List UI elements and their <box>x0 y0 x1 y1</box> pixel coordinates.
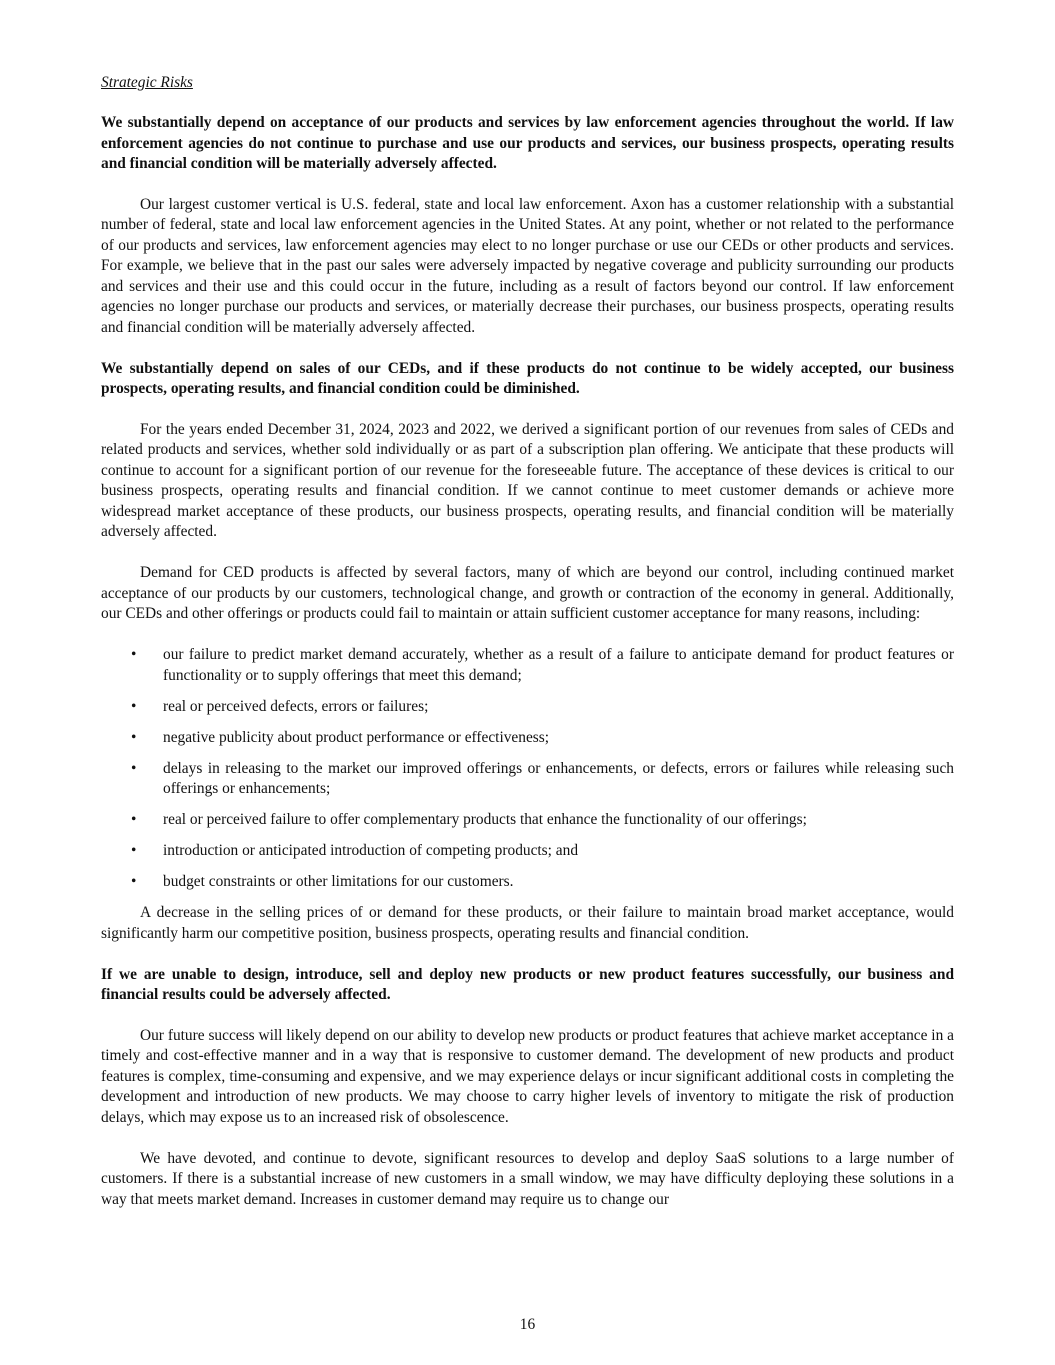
body-paragraph: Our future success will likely depend on our ability to develop new products or product features that achieve market acceptance in a timely and cost-effective manner and in a way that is responsive to customer demand. The development of new products and product features is complex, time-consuming and expensive, and we may experience delays or incur significant additional costs in completing the development and introduction of new products. We may choose to carry higher levels of inventory to mitigate the risk of production delays, which may expose us to an increased risk of obsolescence. <box>101 1026 954 1126</box>
list-item <box>101 728 954 749</box>
bullet-icon: • <box>131 811 137 828</box>
risk-heading: We substantially depend on acceptance of our products and services by law enforcement agencies throughout the world. If law enforcement agencies do not continue to purchase and use our products and services, our business prospects, operating results and financial condition will be materially adversely affected. <box>101 114 954 172</box>
list-item-text: real or perceived failure to offer complementary products that enhance the functionality of our offerings; <box>163 811 807 828</box>
list-item <box>101 759 954 800</box>
list-item <box>101 810 954 831</box>
bullet-icon: • <box>131 646 137 663</box>
page-number: 16 <box>519 1316 536 1333</box>
body-paragraph: We have devoted, and continue to devote, significant resources to develop and deploy SaaS solutions to a large number of customers. If there is a substantial increase of new customers in a small window, we may have difficulty deploying these solutions in a way that meets market demand. Increases in customer demand may require us to change our <box>101 1149 954 1208</box>
body-paragraph: Our largest customer vertical is U.S. federal, state and local law enforcement. Axon has a customer relationship with a substantial number of federal, state and local law enforcement agencies in the United States. At any point, whether or not related to the performance of our products and services, law enforcement agencies may elect to no longer purchase or use our CEDs or other products and services. For example, we believe that in the past our sales were adversely impacted by negative coverage and publicity surrounding our products and services and their use and this could occur in the future, including as a result of factors beyond our control. If law enforcement agencies no longer purchase our products and services, or materially decrease their purchases, our business prospects, operating results and financial condition will be materially adversely affected. <box>101 195 954 336</box>
body-paragraph: Demand for CED products is affected by several factors, many of which are beyond our control, including continued market acceptance of our products by our customers, technological change, and growth or contraction of the economy in general. Additionally, our CEDs and other offerings or products could fail to maintain or attain sufficient customer acceptance for many reasons, including: <box>101 564 954 622</box>
risk-heading: We substantially depend on sales of our CEDs, and if these products do not continue to be widely accepted, our business prospects, operating results, and financial condition could be diminished. <box>101 359 954 397</box>
body-paragraph: A decrease in the selling prices of or demand for these products, or their failure to maintain broad market acceptance, would significantly harm our competitive position, business prospects, operating results and financial condition. <box>101 904 954 942</box>
document-page <box>101 72 954 1231</box>
list-item-text: delays in releasing to the market our improved offerings or enhancements, or defects, errors or failures while releasing such offerings or enhancements; <box>163 759 954 797</box>
bullet-list <box>101 645 954 893</box>
list-item <box>101 841 954 862</box>
risk-heading: If we are unable to design, introduce, sell and deploy new products or new product features successfully, our business and financial results could be adversely affected. <box>101 965 954 1003</box>
section-title: Strategic Risks <box>101 74 193 91</box>
bullet-icon: • <box>131 697 137 715</box>
list-item-text: budget constraints or other limitations for our customers. <box>163 873 514 890</box>
list-item <box>101 697 954 718</box>
list-item-text: real or perceived defects, errors or failures; <box>163 697 429 715</box>
bullet-icon: • <box>131 759 137 777</box>
bullet-icon: • <box>131 728 137 746</box>
list-item-text: introduction or anticipated introduction of competing products; and <box>163 842 579 859</box>
bullet-icon: • <box>131 842 137 859</box>
body-paragraph: For the years ended December 31, 2024, 2023 and 2022, we derived a significant portion of our revenues from sales of CEDs and related products and services, whether sold individually or as part of a subscription plan offering. We anticipate that these products will continue to account for a significant portion of our revenue for the foreseeable future. The acceptance of these devices is critical to our business prospects, operating results and financial condition. If we cannot continue to meet customer demands or achieve more widespread market acceptance of these products, our business prospects, operating results, and financial condition will be materially adversely affected. <box>101 420 954 540</box>
list-item <box>101 645 954 686</box>
list-item-text: negative publicity about product performance or effectiveness; <box>163 728 550 746</box>
bullet-icon: • <box>131 873 137 890</box>
list-item-text: our failure to predict market demand accurately, whether as a result of a failure to anticipate demand for product features or functionality or to supply offerings that meet this demand; <box>163 646 954 684</box>
list-item <box>101 872 954 893</box>
